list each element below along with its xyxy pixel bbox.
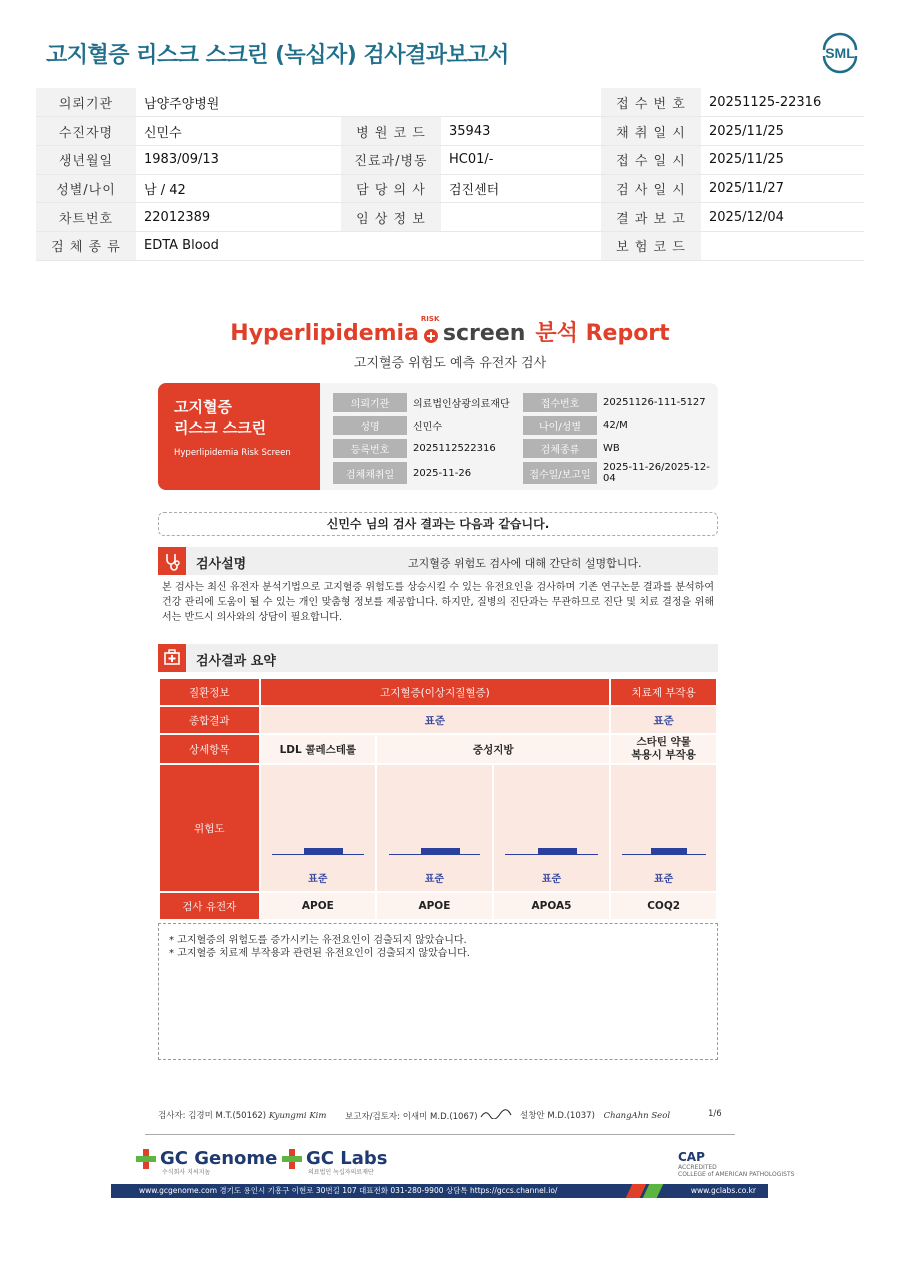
footer-contact: www.gcgenome.com 경기도 용인시 기흥구 이현로 30번길 107 대표전화 031-280-9900 상담톡 https://gccs.channel.io/ bbox=[139, 1186, 558, 1195]
info-label: 채 취 일 시 bbox=[601, 117, 701, 146]
card-label: 검체채취일 bbox=[333, 462, 407, 484]
note-line: * 고지혈증 치료제 부작용과 관련된 유전요인이 검출되지 않았습니다. bbox=[169, 948, 470, 959]
stethoscope-icon bbox=[158, 547, 186, 575]
info-value: 2025/11/27 bbox=[701, 174, 864, 203]
risk-level-bar: 표준 bbox=[494, 765, 610, 891]
info-value bbox=[441, 88, 601, 117]
gc-labs-logo: GC Labs 의료법인 녹십자의료재단 bbox=[282, 1148, 387, 1176]
detail-ldl: LDL 콜레스테롤 bbox=[260, 734, 377, 764]
gene-name: APOE bbox=[260, 892, 377, 920]
info-value: 2025/11/25 bbox=[701, 145, 864, 174]
card-label: 성명 bbox=[333, 416, 407, 435]
info-value bbox=[441, 231, 601, 260]
report-title: Hyperlipidemia RISK screen 분석 Report bbox=[230, 315, 670, 346]
medical-kit-icon bbox=[158, 644, 186, 672]
result-notes bbox=[158, 923, 718, 1060]
note-line: * 고지혈증의 위험도를 증가시키는 유전요인이 검출되지 않았습니다. bbox=[169, 935, 467, 946]
card-value: 신민수 bbox=[413, 422, 442, 433]
risk-badge-icon: RISK bbox=[421, 324, 441, 344]
page-title: 고지혈증 리스크 스크린 (녹십자) 검사결과보고서 bbox=[46, 43, 509, 68]
card-title-panel: 고지혈증 리스크 스크린 Hyperlipidemia Risk Screen bbox=[158, 383, 320, 490]
info-label: 수진자명 bbox=[36, 117, 136, 146]
info-value: 2025/12/04 bbox=[701, 203, 864, 232]
info-value bbox=[441, 203, 601, 232]
card-value: 2025-11-26/2025-12-04 bbox=[603, 462, 710, 484]
info-value: 22012389 bbox=[136, 203, 341, 232]
report-info-card bbox=[158, 383, 718, 490]
info-value: 신민수 bbox=[136, 117, 341, 146]
total-result-drug: 표준 bbox=[610, 706, 717, 734]
footer-website: www.gclabs.co.kr bbox=[690, 1186, 756, 1195]
header-disease-info: 질환정보 bbox=[159, 678, 260, 706]
gc-cross-icon bbox=[282, 1149, 302, 1169]
card-label: 검체종류 bbox=[523, 439, 597, 458]
card-label: 등록번호 bbox=[333, 439, 407, 458]
signature-scribble-icon bbox=[480, 1109, 512, 1119]
section-result-summary: 검사결과 요약 bbox=[158, 644, 718, 672]
card-value: 2025-11-26 bbox=[413, 467, 472, 479]
row-total-result: 종합결과 bbox=[159, 706, 260, 734]
info-value: EDTA Blood bbox=[136, 231, 341, 260]
card-value: 20251126-111-5127 bbox=[603, 397, 706, 408]
info-label: 접 수 번 호 bbox=[601, 88, 701, 117]
info-value: 남양주양병원 bbox=[136, 88, 341, 117]
footer-bar bbox=[111, 1184, 768, 1198]
info-label: 보 험 코 드 bbox=[601, 231, 701, 260]
page-number: 1/6 bbox=[708, 1109, 722, 1119]
row-risk: 위험도 bbox=[159, 764, 260, 892]
detail-statin: 스타틴 약물 복용시 부작용 bbox=[610, 734, 717, 764]
info-label: 성별/나이 bbox=[36, 174, 136, 203]
info-label: 결 과 보 고 bbox=[601, 203, 701, 232]
card-label: 접수번호 bbox=[523, 393, 597, 412]
row-tested-genes: 검사 유전자 bbox=[159, 892, 260, 920]
risk-level-bar: 표준 bbox=[611, 765, 716, 891]
svg-text:SML: SML bbox=[825, 45, 855, 61]
tester-signature: 검사자: 김경미 M.T.(50162) Kyungmi Kim bbox=[158, 1111, 327, 1121]
info-value: 20251125-22316 bbox=[701, 88, 864, 117]
gc-genome-logo: GC Genome 수식회사 지씨지놈 bbox=[136, 1148, 277, 1176]
detail-triglyceride: 중성지방 bbox=[376, 734, 610, 764]
director-signature: 설창안 M.D.(1037) ChangAhn Seol bbox=[520, 1111, 671, 1121]
info-label: 검 체 종 류 bbox=[36, 231, 136, 260]
result-banner: 신민수 님의 검사 결과는 다음과 같습니다. bbox=[158, 512, 718, 536]
info-label: 진료과/병동 bbox=[341, 145, 441, 174]
gene-name: APOE bbox=[376, 892, 493, 920]
risk-level-bar: 표준 bbox=[261, 765, 376, 891]
info-label: 임 상 정 보 bbox=[341, 203, 441, 232]
section-test-description: 검사설명 고지혈증 위험도 검사에 대해 간단히 설명합니다. bbox=[158, 547, 718, 575]
gc-cross-icon bbox=[136, 1149, 156, 1169]
card-value: WB bbox=[603, 443, 620, 454]
info-label: 의뢰기관 bbox=[36, 88, 136, 117]
report-subtitle: 고지혈증 위험도 예측 유전자 검사 bbox=[353, 356, 547, 371]
risk-level-bar: 표준 bbox=[377, 765, 492, 891]
info-label: 검 사 일 시 bbox=[601, 174, 701, 203]
total-result-main: 표준 bbox=[260, 706, 611, 734]
info-label: 차트번호 bbox=[36, 203, 136, 232]
info-label bbox=[341, 88, 441, 117]
info-label: 병 원 코 드 bbox=[341, 117, 441, 146]
card-value: 42/M bbox=[603, 420, 628, 431]
header-hyperlipidemia: 고지혈증(이상지질혈증) bbox=[260, 678, 611, 706]
card-value: 의료법인삼광의료재단 bbox=[413, 399, 510, 410]
card-label: 의뢰기관 bbox=[333, 393, 407, 412]
sml-logo-icon bbox=[818, 30, 862, 74]
row-detail-items: 상세항목 bbox=[159, 734, 260, 764]
gene-name: COQ2 bbox=[610, 892, 717, 920]
result-summary-table bbox=[158, 677, 718, 921]
reporter-signature: 보고자/검토자: 이새미 M.D.(1067) bbox=[345, 1109, 512, 1122]
card-label: 나이/성별 bbox=[523, 416, 597, 435]
info-value: 남 / 42 bbox=[136, 174, 341, 203]
info-label: 접 수 일 시 bbox=[601, 145, 701, 174]
info-value: 1983/09/13 bbox=[136, 145, 341, 174]
info-label: 담 당 의 사 bbox=[341, 174, 441, 203]
header-drug-side-effect: 치료제 부작용 bbox=[610, 678, 717, 706]
card-grid bbox=[330, 389, 713, 488]
cap-accredited-logo: CAP ACCREDITED COLLEGE of AMERICAN PATHOLOGISTS bbox=[678, 1150, 795, 1178]
test-description-text: 본 검사는 최신 유전자 분석기법으로 고지혈증 위험도를 상승시킬 수 있는 유전요인을 검사하며 기존 연구논문 결과를 분석하여 건강 관리에 도움이 될 수 있는 개인 맞춤형 정보를 제공합니다. 하지만, 질병의 진단과는 무관하므로 진단 및 치료 결정을 위해서는 반드시 의사와의 상담이 필요합니다. bbox=[162, 582, 714, 623]
info-value: 검진센터 bbox=[441, 174, 601, 203]
info-label: 생년월일 bbox=[36, 145, 136, 174]
info-value: HC01/- bbox=[441, 145, 601, 174]
info-value bbox=[701, 231, 864, 260]
patient-info-table bbox=[36, 88, 864, 261]
info-value: 35943 bbox=[441, 117, 601, 146]
gene-name: APOA5 bbox=[493, 892, 611, 920]
card-label: 접수일/보고일 bbox=[523, 462, 597, 484]
info-label bbox=[341, 231, 441, 260]
card-value: 2025112522316 bbox=[413, 443, 496, 454]
info-value: 2025/11/25 bbox=[701, 117, 864, 146]
